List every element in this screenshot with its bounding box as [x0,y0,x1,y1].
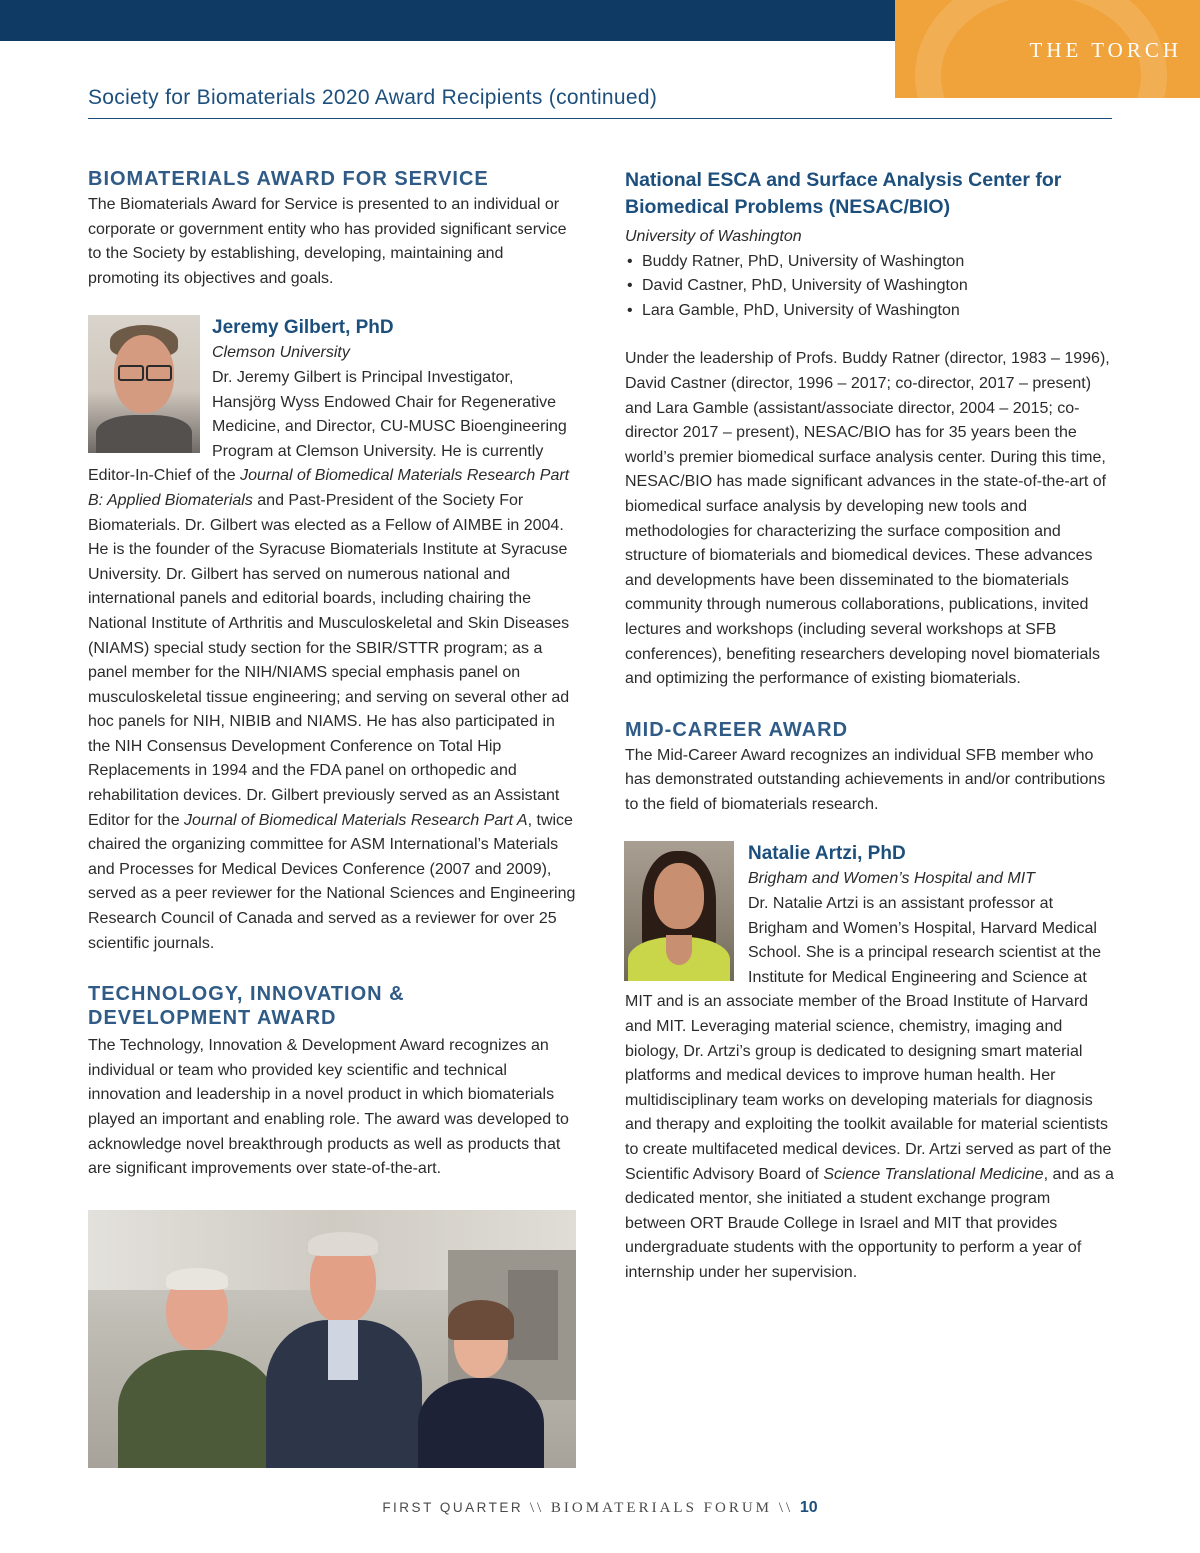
nesac-group-photo [88,1210,576,1468]
list-item: • Lara Gamble, PhD, University of Washington [625,299,1115,324]
gilbert-profile [88,315,576,956]
gilbert-bio: Dr. Jeremy Gilbert is Principal Investigator, Hansjörg Wyss Endowed Chair for Regenerative Medicine, and Director, CU-MUSC Bioengineering Program at Clemson University. He is currently Editor-In-Chief of the Journal of Biomedical Materials Research Part B: Applied Biomaterials and Past-President of the Society For Biomaterials. Dr. Gilbert was elected as a Fellow of AIMBE in 2004. He is the founder of the Syracuse Biomaterials Institute at Syracuse University. Dr. Gilbert has served on numerous national and international panels and editorial boards, including chairing the National Institute of Arthritis and Musculoskeletal and Skin Diseases (NIAMS) special study section for the SBIR/STTR program; as a panel member for the NIH/NIAMS special emphasis panel on musculoskeletal tissue engineering; and serving on several other ad hoc panels for NIH, NIBIB and NIAMS. He has also participated in the NIH Consensus Development Conference on Total Hip Replacements in 1994 and the FDA panel on orthopedic and rehabilitation devices. Dr. Gilbert previously served as an Assistant Editor for the Journal of Biomedical Materials Research Part A, twice chaired the organizing committee for ASM International’s Materials and Processes for Medical Devices Conference (2007 and 2009), served as a peer reviewer for the National Sciences and Engineering Research Council of Canada and served as a reviewer for over 25 scientific journals. [88,368,576,952]
nesac-affiliation: University of Washington [625,228,802,245]
left-column [88,167,576,1182]
torch-label: THE TORCH [1029,38,1182,62]
nesac-members-list [625,250,1115,324]
artzi-photo [624,841,734,981]
midcareer-award-description: The Mid-Career Award recognizes an individual SFB member who has demonstrated outstanding achievements in and/or contributions to the field of biomaterials research. [625,746,1106,813]
artzi-profile [625,841,1115,1285]
footer-quarter: FIRST QUARTER [382,1500,524,1515]
list-item: • David Castner, PhD, University of Washington [625,274,1115,299]
gilbert-name: Jeremy Gilbert, PhD [212,317,394,339]
midcareer-award-heading: MID-CAREER AWARD [625,718,849,741]
service-award-description: The Biomaterials Award for Service is presented to an individual or corporate or government entity who has provided significant service to the Society by establishing, developing, maintaining and promoting its objectives and goals. [88,196,567,287]
nesac-heading: National ESCA and Surface Analysis Center for Biomedical Problems (NESAC/BIO) [625,169,1062,218]
artzi-name: Natalie Artzi, PhD [748,843,906,865]
service-award-heading: BIOMATERIALS AWARD FOR SERVICE [88,168,489,190]
tid-award-description: The Technology, Innovation & Development Award recognizes an individual or team who provided key scientific and technical innovation and leadership in a novel product in which biomaterials played an important and enabling role. The award was developed to acknowledge novel breakthrough products as well as products that are significant improvements over state-of-the-art. [88,1037,569,1178]
right-column [625,167,1115,1286]
header-rule [88,118,1112,119]
artzi-bio: Dr. Natalie Artzi is an assistant professor at Brigham and Women’s Hospital, Harvard Medical School. She is a principal research scientist at the Institute for Medical Engineering and Science at MIT and is an associate member of the Broad Institute of Harvard and MIT. Leveraging material science, chemistry, imaging and biology, Dr. Artzi’s group is dedicated to designing smart material platforms and medical devices to improve human health. Her multidisciplinary team works on developing materials for diagnosis and therapy and exploiting the toolkit available for material scientists to create multifaceted medical devices. Dr. Artzi served as part of the Scientific Advisory Board of Science Translational Medicine, and as a dedicated mentor, she initiated a student exchange program between ORT Braude College in Israel and MIT that provides undergraduate students with the opportunity to perform a year of internship under her supervision. [625,895,1114,1281]
torch-tab [895,0,1200,98]
page-footer [0,1499,1200,1517]
gilbert-affiliation: Clemson University [212,344,350,362]
footer-separator: \\ [772,1500,800,1516]
footer-separator: \\ [523,1500,551,1516]
tid-award-heading: TECHNOLOGY, INNOVATION & DEVELOPMENT AWARD [88,983,405,1030]
nesac-description: Under the leadership of Profs. Buddy Ratner (director, 1983 – 1996), David Castner (director, 1996 – 2017; co-director, 2017 – present) and Lara Gamble (assistant/associate director, 2004 – 2015; co-director 2017 – present), NESAC/BIO has for 35 years been the world’s premier biomedical surface analysis center. During this time, NESAC/BIO has made significant advances in the state-of-the-art of biomedical surface analysis by developing new tools and methodologies for characterizing the surface composition and structure of biomaterials and biomedical devices. These advances and developments have been disseminated to the biomaterials community through numerous collaborations, publications, invited lectures and workshops (including several workshops at SFB conferences), benefiting researchers developing novel biomaterials and optimizing the performance of existing biomaterials. [625,350,1110,688]
running-head: Society for Biomaterials 2020 Award Recipients (continued) [88,86,658,109]
list-item: • Buddy Ratner, PhD, University of Washington [625,250,1115,275]
gilbert-photo [88,315,200,453]
artzi-affiliation: Brigham and Women’s Hospital and MIT [748,870,1035,888]
page-number: 10 [799,1499,818,1516]
footer-publication: BIOMATERIALS FORUM [550,1500,773,1516]
